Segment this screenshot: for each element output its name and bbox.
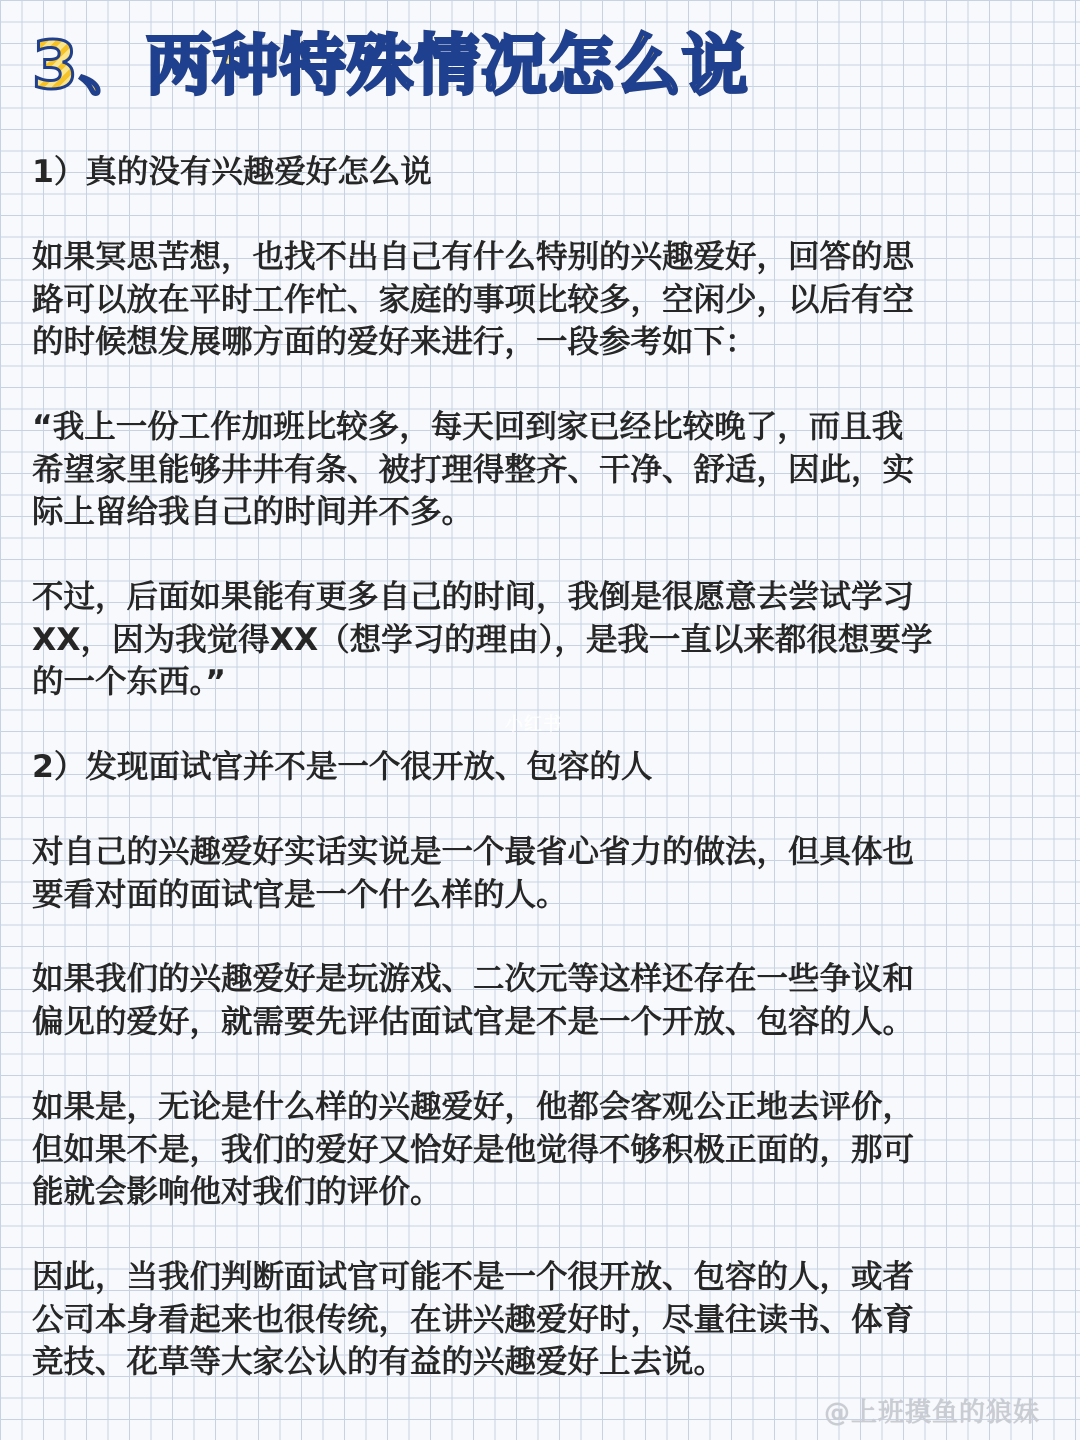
paragraph-honesty (32, 831, 914, 916)
text-line: 如果我们的兴趣爱好是玩游戏、二次元等这样还存在一些争议和 (32, 961, 915, 997)
paragraph-quote-part-1 (32, 406, 914, 534)
paragraph-controversial-hobbies (32, 958, 914, 1043)
text-line: 1）真的没有兴趣爱好怎么说 (32, 154, 432, 190)
page-title: 3、两种特殊情况怎么说 (32, 22, 749, 110)
text-line: “我上一份工作加班比较多，每天回到家已经比较晚了，而且我 (32, 409, 904, 445)
text-line: 竞技、花草等大家公认的有益的兴趣爱好上去说。 (32, 1344, 726, 1380)
text-line: 的时候想发展哪方面的爱好来进行，一段参考如下： (32, 324, 757, 360)
platform-watermark: 小红书 (505, 714, 562, 735)
paragraph-no-hobby-advice (32, 236, 914, 364)
subheading-no-hobby (32, 151, 432, 194)
text-line: 希望家里能够井井有条、被打理得整齐、干净、舒适，因此，实 (32, 451, 915, 488)
paragraph-quote-part-2 (32, 576, 932, 704)
text-line: 2）发现面试官并不是一个很开放、包容的人 (32, 749, 653, 785)
text-line: 如果是，无论是什么样的兴趣爱好，他都会客观公正地去评价， (32, 1089, 915, 1125)
text-line: XX，因为我觉得XX（想学习的理由），是我一直以来都很想要学 (32, 621, 933, 658)
text-line: 际上留给我自己的时间并不多。 (32, 494, 474, 530)
paragraph-if-open (32, 1086, 914, 1214)
text-line: 如果冥思苦想，也找不出自己有什么特别的兴趣爱好，回答的思 (32, 239, 915, 275)
text-line: 公司本身看起来也很传统，在讲兴趣爱好时，尽量往读书、体育 (32, 1301, 915, 1338)
text-line: 能就会影响他对我们的评价。 (32, 1174, 442, 1210)
text-line: 要看对面的面试官是一个什么样的人。 (32, 876, 568, 913)
text-line: 对自己的兴趣爱好实话实说是一个最省心省力的做法，但具体也 (32, 834, 915, 870)
paragraph-conclusion (32, 1256, 914, 1384)
text-line: 偏见的爱好，就需要先评估面试官是不是一个开放、包容的人。 (32, 1003, 915, 1040)
text-line: 但如果不是，我们的爱好又恰好是他觉得不够积极正面的，那可 (32, 1131, 915, 1168)
text-line: 路可以放在平时工作忙、家庭的事项比较多，空闲少，以后有空 (32, 281, 915, 318)
text-line: 不过，后面如果能有更多自己的时间，我倒是很愿意去尝试学习 (32, 579, 915, 615)
subheading-interviewer-not-open (32, 746, 652, 789)
text-line: 因此，当我们判断面试官可能不是一个很开放、包容的人，或者 (32, 1259, 915, 1295)
author-watermark: @上班摸鱼的狼妹 (823, 1398, 1040, 1428)
text-line: 的一个东西。” (32, 664, 226, 700)
